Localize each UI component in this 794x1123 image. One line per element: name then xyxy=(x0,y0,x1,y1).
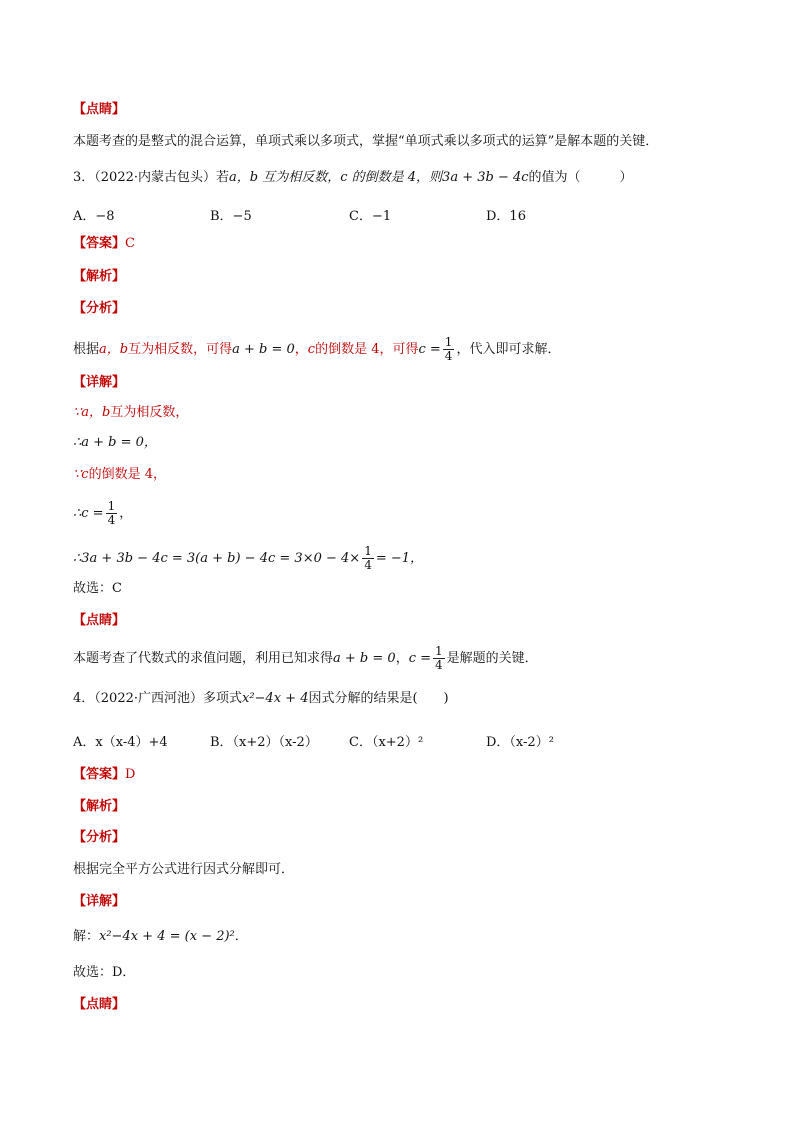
q3-answer: C xyxy=(125,236,135,251)
q3-jiexi-tag: 【解析】 xyxy=(73,269,126,284)
q3-detail-4 xyxy=(73,500,132,527)
q3-detail-1b: 互为相反数， xyxy=(110,405,189,420)
dianjing-tag-prev: 【点睛】 xyxy=(73,102,126,117)
q3-dianjing-tag: 【点睛】 xyxy=(73,613,126,628)
q3-detail-5b: = −1， xyxy=(375,551,424,566)
fraction-denominator: 4 xyxy=(444,349,453,363)
q3-dj-fraction xyxy=(433,645,445,672)
q3-detail-1a: ∵a，b xyxy=(73,405,111,420)
q3-fenxi-i: ，代入即可求解． xyxy=(456,342,561,357)
q3-stem-source: 3．（2022·内蒙古包头）若 xyxy=(73,170,229,185)
q3-detail-5-fraction xyxy=(362,545,374,572)
q4-option-d: D．（x-2）² xyxy=(486,735,554,750)
fraction-denominator: 4 xyxy=(435,658,443,672)
q4-answer-line xyxy=(73,766,135,784)
fraction-denominator: 4 xyxy=(107,513,116,527)
q3-xiangjie-tag: 【详解】 xyxy=(73,375,126,390)
q3-dj-b: a + b = 0 xyxy=(333,651,396,666)
q4-sol-a: 解： xyxy=(73,929,100,944)
q4-sol-c: ． xyxy=(234,929,248,944)
q3-detail-4-fraction xyxy=(106,500,118,527)
q3-fenxi-fraction xyxy=(443,336,455,363)
q3-fenxi-h: c = xyxy=(418,342,441,357)
q3-fenxi-d: a + b = 0 xyxy=(232,342,295,357)
q4-xiangjie-tag: 【详解】 xyxy=(73,894,126,909)
q3-dj-a: 本题考查了代数式的求值问题，利用已知求得 xyxy=(73,651,334,666)
q3-option-b: B．−5 xyxy=(210,209,252,224)
q3-option-a: A．−8 xyxy=(73,209,115,224)
q3-answer-tag: 【答案】 xyxy=(73,236,126,251)
q4-fenxi-tag: 【分析】 xyxy=(73,830,126,845)
q3-dj-e: 是解题的关键． xyxy=(446,651,538,666)
q3-stem xyxy=(73,169,633,187)
q3-answer-line xyxy=(73,235,135,253)
q3-fenxi-text xyxy=(73,336,560,363)
fraction-denominator: 4 xyxy=(364,558,372,572)
q3-detail-1 xyxy=(73,404,188,422)
prev-dianjing-text: 本题考查的是整式的混合运算，单项式乘以多项式，掌握“单项式乘以多项式的运算”是解本题的关键． xyxy=(73,134,659,149)
q3-option-c: C．−1 xyxy=(349,209,392,224)
q3-fenxi-a: 根据 xyxy=(73,342,100,357)
q3-stem-expression: 3a + 3b − 4c xyxy=(442,170,529,185)
q3-detail-3 xyxy=(73,466,166,484)
q4-dianjing-tag: 【点睛】 xyxy=(73,997,126,1012)
q4-sol-b: x²−4x + 4 = (x − 2)² xyxy=(99,929,235,944)
q4-stem-source: 4．（2022·广西河池）多项式 xyxy=(73,691,242,706)
q3-stem-end: 的值为（ ） xyxy=(528,170,633,185)
q4-solution xyxy=(73,928,248,946)
q3-detail-5 xyxy=(73,545,423,572)
q3-detail-5a: ∴3a + 3b − 4c = 3(a + b) − 4c = 3×0 − 4× xyxy=(73,551,361,566)
q4-option-a: A．x（x-4）+4 xyxy=(73,735,168,750)
q4-guxuan: 故选：D． xyxy=(73,965,136,980)
q3-dj-d: c = xyxy=(408,651,432,666)
fraction-numerator: 1 xyxy=(364,544,372,558)
q3-fenxi-g: 的倒数是 4，可得 xyxy=(315,342,419,357)
q3-option-d: D．16 xyxy=(486,209,526,224)
fraction-numerator: 1 xyxy=(444,335,453,349)
fraction-numerator: 1 xyxy=(435,644,443,658)
q3-dj-c: ， xyxy=(395,651,409,666)
q4-stem-end: 因式分解的结果是( ) xyxy=(308,691,449,706)
q3-fenxi-b: a，b xyxy=(99,342,129,357)
q4-answer-tag: 【答案】 xyxy=(73,767,126,782)
q3-stem-ab: a，b 互为相反数， xyxy=(229,170,341,185)
q3-detail-2: ∴a + b = 0， xyxy=(73,435,157,450)
q3-detail-3b: 的倒数是 4， xyxy=(88,467,166,482)
q3-detail-4b: ， xyxy=(119,506,133,521)
q4-stem xyxy=(73,690,449,708)
q3-guxuan: 故选：C xyxy=(73,581,122,596)
q4-option-b: B．（x+2）（x-2） xyxy=(210,735,318,750)
fraction-numerator: 1 xyxy=(107,499,116,513)
q3-detail-3a: ∵c xyxy=(73,467,89,482)
q4-answer: D xyxy=(125,767,136,782)
q3-fenxi-f: c xyxy=(307,342,316,357)
q3-dianjing-text xyxy=(73,645,538,672)
q3-fenxi-c: 互为相反数，可得 xyxy=(128,342,233,357)
q4-option-c: C．（x+2）² xyxy=(349,735,424,750)
q3-stem-c: c 的倒数是 4，则 xyxy=(340,170,443,185)
q3-fenxi-e: ， xyxy=(294,342,308,357)
q4-fenxi-text: 根据完全平方公式进行因式分解即可． xyxy=(73,862,295,877)
q3-detail-4a: ∴c = xyxy=(73,506,104,521)
q4-jiexi-tag: 【解析】 xyxy=(73,799,126,814)
q4-stem-expression: x²−4x + 4 xyxy=(242,691,309,706)
q3-fenxi-tag: 【分析】 xyxy=(73,301,126,316)
